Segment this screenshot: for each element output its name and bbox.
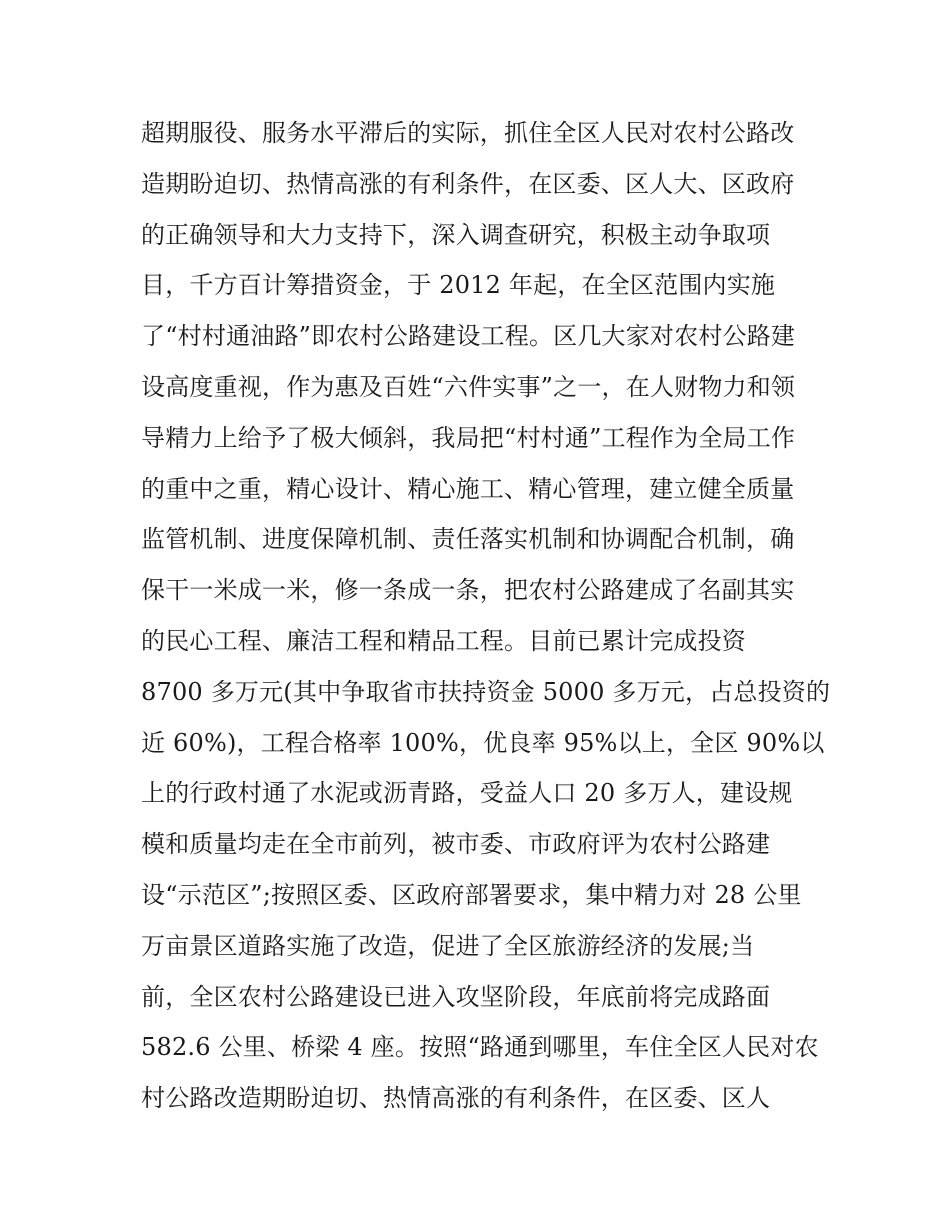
text-line: 8700 多万元(其中争取省市扶持资金 5000 多万元，占总投资的 xyxy=(141,677,831,706)
text-line: 导精力上给予了极大倾斜，我局把“村村通”工程作为全局工作 xyxy=(141,423,796,452)
text-line: 监管机制、进度保障机制、责任落实机制和协调配合机制，确 xyxy=(141,525,795,554)
text-line: 设“示范区”;按照区委、区政府部署要求，集中精力对 28 公里 xyxy=(141,880,802,909)
text-line: 前，全区农村公路建设已进入攻坚阶段，年底前将完成路面 xyxy=(141,982,771,1011)
text-line: 上的行政村通了水泥或沥青路，受益人口 20 多万人，建设规 xyxy=(141,779,793,808)
text-line: 造期盼迫切、热情高涨的有利条件，在区委、区人大、区政府 xyxy=(141,169,795,198)
text-line: 的重中之重，精心设计、精心施工、精心管理，建立健全质量 xyxy=(141,474,795,503)
text-line: 设高度重视，作为惠及百姓“六件实事”之一，在人财物力和领 xyxy=(141,372,796,401)
text-line: 模和质量均走在全市前列，被市委、市政府评为农村公路建 xyxy=(141,830,771,859)
text-line: 保干一米成一米，修一条成一条，把农村公路建成了名副其实 xyxy=(141,576,795,605)
text-line: 目，千方百计筹措资金，于 2012 年起，在全区范围内实施 xyxy=(141,271,776,300)
body-text xyxy=(141,108,831,1124)
text-line: 了“村村通油路”即农村公路建设工程。区几大家对农村公路建 xyxy=(141,322,796,351)
text-line: 的正确领导和大力支持下，深入调查研究，积极主动争取项 xyxy=(141,220,771,249)
text-line: 582.6 公里、桥梁 4 座。按照“路通到哪里，车住全区人民对农 xyxy=(141,1033,819,1062)
text-line: 的民心工程、廉洁工程和精品工程。目前已累计完成投资 xyxy=(141,626,746,655)
text-line: 超期服役、服务水平滞后的实际，抓住全区人民对农村公路改 xyxy=(141,119,795,147)
text-line: 近 60%)，工程合格率 100%，优良率 95%以上，全区 90%以 xyxy=(141,728,825,757)
text-line: 万亩景区道路实施了改造，促进了全区旅游经济的发展;当 xyxy=(141,931,755,960)
text-line: 村公路改造期盼迫切、热情高涨的有利条件，在区委、区人 xyxy=(141,1084,771,1113)
